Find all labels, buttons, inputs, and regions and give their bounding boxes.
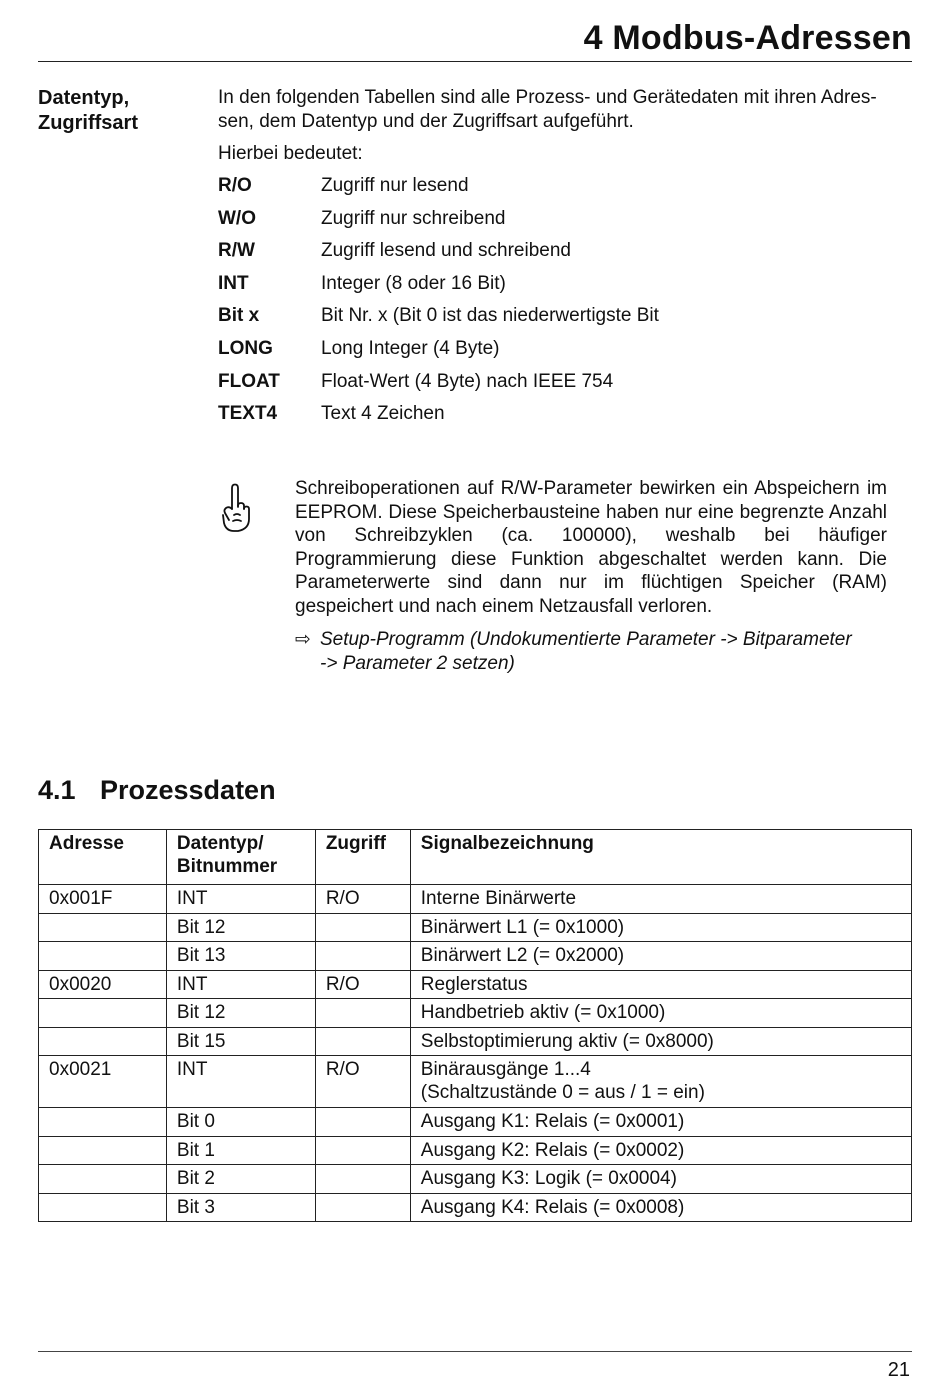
cell-datentyp: Bit 12 (166, 913, 315, 942)
note-reference (320, 628, 895, 676)
definition-term: Bit x (218, 305, 260, 327)
table-row (39, 942, 912, 971)
header-zugriff: Zugriff (315, 830, 410, 885)
process-data-table (38, 829, 912, 1222)
note-reference-line-1: Setup-Programm (Undokumentierte Parameter -> Bitparameter (320, 629, 852, 650)
cell-signal: Ausgang K3: Logik (= 0x0004) (410, 1165, 911, 1194)
header-datentyp-line-1: Datentyp/ (176, 833, 264, 854)
cell-signal (410, 1056, 911, 1108)
definition-term: FLOAT (218, 370, 280, 392)
section-number: 4.1 (38, 775, 76, 805)
cell-datentyp: Bit 3 (166, 1193, 315, 1222)
cell-adresse (39, 1027, 167, 1056)
header-datentyp (166, 830, 315, 885)
chapter-title: 4 Modbus-Adressen (583, 19, 912, 57)
table-row (39, 1136, 912, 1165)
definition-description: Text 4 Zeichen (321, 403, 445, 425)
cell-zugriff (315, 1027, 410, 1056)
cell-datentyp: INT (166, 885, 315, 914)
intro-line-1: In den folgenden Tabellen sind alle Prozess- und Gerätedaten mit ihren Adres- (218, 87, 877, 108)
table-row (39, 913, 912, 942)
definition-term: TEXT4 (218, 403, 278, 425)
cell-adresse (39, 1136, 167, 1165)
definition-list (218, 174, 912, 435)
cell-signal: Reglerstatus (410, 970, 911, 999)
table-row (39, 1193, 912, 1222)
cell-datentyp: Bit 15 (166, 1027, 315, 1056)
cell-adresse (39, 999, 167, 1028)
definition-row (218, 304, 912, 337)
table-row (39, 1056, 912, 1108)
definition-description: Integer (8 oder 16 Bit) (321, 272, 506, 294)
cell-datentyp: Bit 12 (166, 999, 315, 1028)
cell-zugriff: R/O (315, 1056, 410, 1108)
footer-rule (38, 1351, 912, 1352)
cell-adresse (39, 1193, 167, 1222)
section-heading (38, 772, 276, 808)
cell-zugriff (315, 1193, 410, 1222)
table-row (39, 885, 912, 914)
cell-datentyp: Bit 2 (166, 1165, 315, 1194)
cell-datentyp: Bit 13 (166, 942, 315, 971)
definition-row (218, 272, 912, 305)
cell-zugriff: R/O (315, 885, 410, 914)
cell-signal: Interne Binärwerte (410, 885, 911, 914)
cell-datentyp: Bit 1 (166, 1136, 315, 1165)
section-title: Prozessdaten (100, 775, 276, 805)
cell-signal: Selbstoptimierung aktiv (= 0x8000) (410, 1027, 911, 1056)
cell-signal-line-1: Binärausgänge 1...4 (420, 1059, 591, 1080)
pointing-hand-icon (220, 482, 250, 534)
header-datentyp-line-2: Bitnummer (176, 856, 278, 877)
header-adresse: Adresse (39, 830, 167, 885)
side-label-line-2: Zugriffsart (38, 112, 138, 134)
table-row (39, 1108, 912, 1137)
cell-zugriff (315, 1165, 410, 1194)
cell-zugriff (315, 1108, 410, 1137)
cell-zugriff (315, 999, 410, 1028)
cell-adresse (39, 942, 167, 971)
cell-adresse (39, 913, 167, 942)
cell-signal: Ausgang K1: Relais (= 0x0001) (410, 1108, 911, 1137)
definition-term: INT (218, 272, 249, 294)
cell-datentyp: INT (166, 1056, 315, 1108)
definition-row (218, 402, 912, 435)
cell-zugriff (315, 913, 410, 942)
definition-description: Bit Nr. x (Bit 0 ist das niederwertigste Bit (321, 305, 659, 327)
cell-signal: Binärwert L1 (= 0x1000) (410, 913, 911, 942)
cell-adresse (39, 1165, 167, 1194)
cell-signal: Ausgang K2: Relais (= 0x0002) (410, 1136, 911, 1165)
cell-signal-line-2: (Schaltzustände 0 = aus / 1 = ein) (420, 1082, 705, 1103)
cell-zugriff (315, 1136, 410, 1165)
side-label-line-1: Datentyp, (38, 87, 130, 109)
definition-description: Long Integer (4 Byte) (321, 337, 500, 359)
definition-row (218, 370, 912, 403)
table-header-row (39, 830, 912, 885)
cell-adresse: 0x0021 (39, 1056, 167, 1108)
table-row (39, 999, 912, 1028)
cell-signal: Ausgang K4: Relais (= 0x0008) (410, 1193, 911, 1222)
definition-description: Zugriff lesend und schreibend (321, 240, 571, 262)
definition-description: Zugriff nur lesend (321, 175, 469, 196)
definition-term: W/O (218, 207, 256, 229)
definition-row (218, 239, 912, 272)
table-row (39, 1165, 912, 1194)
cell-adresse: 0x0020 (39, 970, 167, 999)
definition-row (218, 337, 912, 370)
cell-signal: Binärwert L2 (= 0x2000) (410, 942, 911, 971)
right-arrow-icon: ⇨ (295, 629, 311, 650)
cell-datentyp: Bit 0 (166, 1108, 315, 1137)
cell-datentyp: INT (166, 970, 315, 999)
definition-row (218, 174, 912, 207)
definition-term: R/O (218, 175, 252, 196)
intro-paragraph (218, 86, 912, 134)
hierbei-text: Hierbei bedeutet: (218, 143, 363, 164)
cell-zugriff (315, 942, 410, 971)
header-rule (38, 61, 912, 62)
definition-term: LONG (218, 337, 273, 359)
table-row (39, 1027, 912, 1056)
definition-row (218, 207, 912, 240)
header-signal: Signalbezeichnung (410, 830, 911, 885)
definition-description: Zugriff nur schreibend (321, 207, 506, 229)
cell-zugriff: R/O (315, 970, 410, 999)
definition-description: Float-Wert (4 Byte) nach IEEE 754 (321, 370, 614, 392)
intro-line-2: sen, dem Datentyp und der Zugriffsart aufgeführt. (218, 111, 634, 132)
page-number: 21 (887, 1359, 910, 1381)
note-text: Schreiboperationen auf R/W-Parameter bewirken ein Abspeichern im EEPROM. Diese Speicherbausteine haben nur eine begrenzte Anzahl von Schreibzyklen (ca. 100000), weshalb bei häufiger Programmierung diese Funktion abgeschaltet werden kann. Die Parameterwerte sind dann nur im flüchtigen Speicher (RAM) gespeichert und nach einem Netzausfall verloren. (295, 478, 887, 617)
side-label (38, 86, 198, 136)
table-row (39, 970, 912, 999)
cell-adresse (39, 1108, 167, 1137)
note-reference-line-2: -> Parameter 2 setzen) (320, 653, 515, 674)
cell-adresse: 0x001F (39, 885, 167, 914)
cell-signal: Handbetrieb aktiv (= 0x1000) (410, 999, 911, 1028)
definition-term: R/W (218, 240, 255, 262)
